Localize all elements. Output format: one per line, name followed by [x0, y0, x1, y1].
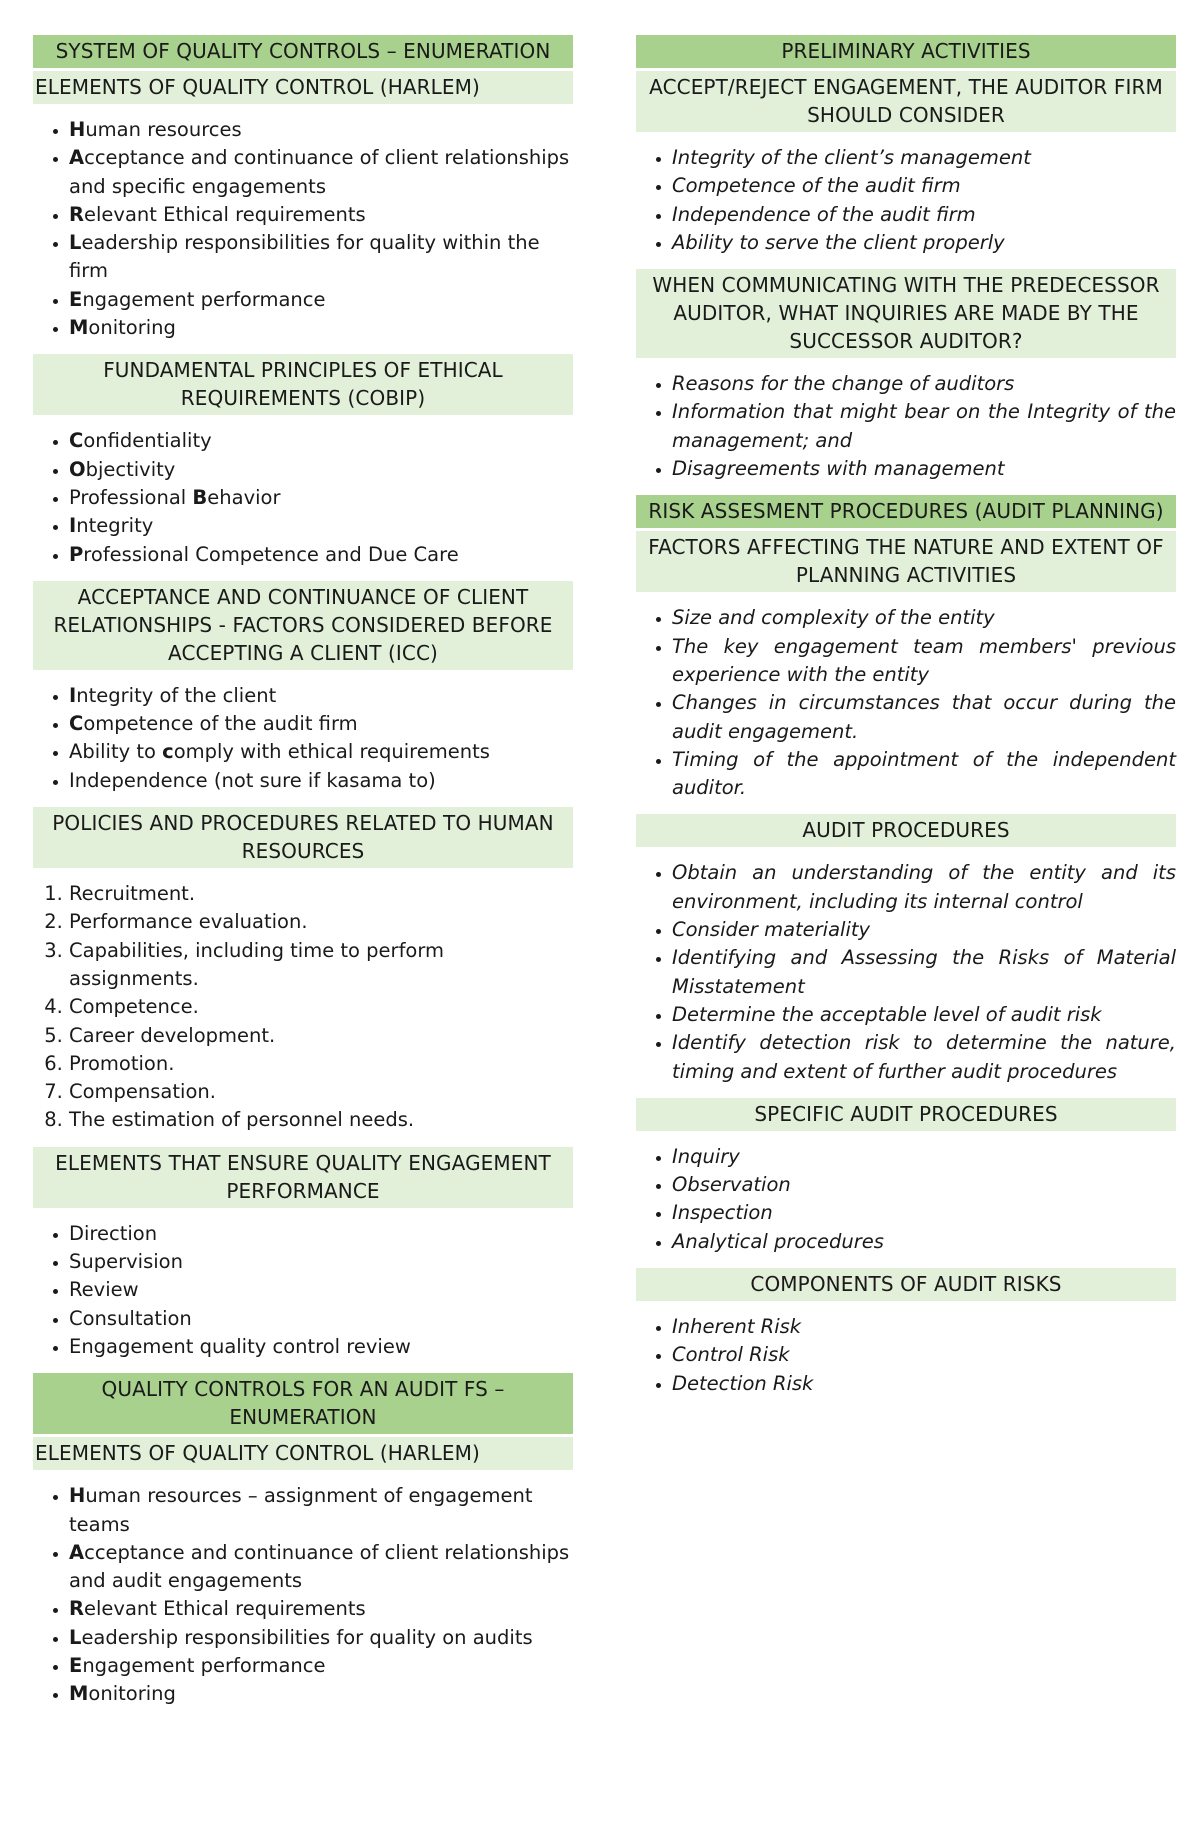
list-item: • Professional Competence and Due Care	[69, 541, 573, 569]
hr-policies-heading: POLICIES AND PROCEDURES RELATED TO HUMAN RESOURCES	[33, 807, 573, 868]
system-quality-controls-heading: SYSTEM OF QUALITY CONTROLS – ENUMERATION	[33, 35, 573, 68]
list-item: • Review	[69, 1276, 573, 1304]
audit-risk-components-heading: COMPONENTS OF AUDIT RISKS	[636, 1268, 1176, 1301]
list-item: 2. Performance evaluation.	[69, 908, 573, 936]
accept-reject-list	[636, 144, 1176, 257]
list-item: • Independence (not sure if kasama to)	[69, 767, 573, 795]
engagement-performance-heading: ELEMENTS THAT ENSURE QUALITY ENGAGEMENT PERFORMANCE	[33, 1147, 573, 1208]
list-item: 3. Capabilities, including time to perform assignments.	[69, 937, 573, 994]
predecessor-auditor-list	[636, 370, 1176, 483]
list-item: • Acceptance and continuance of client relationships and specific engagements	[69, 144, 573, 201]
list-item: • Information that might bear on the Integrity of the management; and	[672, 398, 1176, 455]
list-item: • Monitoring	[69, 314, 573, 342]
audit-fs-quality-controls-heading: QUALITY CONTROLS FOR AN AUDIT FS – ENUMERATION	[33, 1373, 573, 1434]
planning-factors-list	[636, 604, 1176, 802]
audit-procedures-heading: AUDIT PROCEDURES	[636, 814, 1176, 847]
list-item: • Objectivity	[69, 456, 573, 484]
list-item: • Inspection	[672, 1199, 1176, 1227]
harlem-audit-heading: ELEMENTS OF QUALITY CONTROL (HARLEM)	[33, 1437, 573, 1470]
harlem-list	[33, 116, 573, 342]
list-item: • Identifying and Assessing the Risks of Material Misstatement	[672, 944, 1176, 1001]
list-item: 4. Competence.	[69, 993, 573, 1021]
list-item: • Reasons for the change of auditors	[672, 370, 1176, 398]
harlem-audit-list	[33, 1482, 573, 1708]
audit-risk-components-list	[636, 1313, 1176, 1398]
list-item: • Obtain an understanding of the entity and its environment, including its internal control	[672, 859, 1176, 916]
list-item: • Leadership responsibilities for quality on audits	[69, 1624, 573, 1652]
preliminary-activities-heading: PRELIMINARY ACTIVITIES	[636, 35, 1176, 68]
list-item: • Consider materiality	[672, 916, 1176, 944]
list-item: 6. Promotion.	[69, 1050, 573, 1078]
list-item: • Inquiry	[672, 1143, 1176, 1171]
list-item: • Identify detection risk to determine the nature, timing and extent of further audit procedures	[672, 1029, 1176, 1086]
icc-heading: ACCEPTANCE AND CONTINUANCE OF CLIENT RELATIONSHIPS - FACTORS CONSIDERED BEFORE ACCEPTING A CLIENT (ICC)	[33, 581, 573, 670]
specific-audit-procedures-list	[636, 1143, 1176, 1256]
list-item: • Engagement performance	[69, 286, 573, 314]
icc-list	[33, 682, 573, 795]
list-item: • Integrity of the client	[69, 682, 573, 710]
list-item: • Disagreements with management	[672, 455, 1176, 483]
list-item: • Relevant Ethical requirements	[69, 201, 573, 229]
hr-policies-list	[33, 880, 573, 1135]
list-item: • Human resources – assignment of engagement teams	[69, 1482, 573, 1539]
list-item: • Analytical procedures	[672, 1228, 1176, 1256]
list-item: • Integrity of the client’s management	[672, 144, 1176, 172]
list-item: 5. Career development.	[69, 1022, 573, 1050]
list-item: 7. Compensation.	[69, 1078, 573, 1106]
engagement-performance-list	[33, 1220, 573, 1361]
list-item: • Engagement performance	[69, 1652, 573, 1680]
planning-factors-heading: FACTORS AFFECTING THE NATURE AND EXTENT OF PLANNING ACTIVITIES	[636, 531, 1176, 592]
list-item: • Leadership responsibilities for quality within the firm	[69, 229, 573, 286]
list-item: • Relevant Ethical requirements	[69, 1595, 573, 1623]
list-item: • Monitoring	[69, 1680, 573, 1708]
harlem-heading: ELEMENTS OF QUALITY CONTROL (HARLEM)	[33, 71, 573, 104]
list-item: • The key engagement team members' previous experience with the entity	[672, 633, 1176, 690]
right-column	[636, 35, 1176, 1410]
list-item: • Observation	[672, 1171, 1176, 1199]
list-item: • Changes in circumstances that occur during the audit engagement.	[672, 689, 1176, 746]
list-item: • Competence of the audit firm	[69, 710, 573, 738]
cobip-heading: FUNDAMENTAL PRINCIPLES OF ETHICAL REQUIREMENTS (COBIP)	[33, 354, 573, 415]
list-item: • Independence of the audit firm	[672, 201, 1176, 229]
accept-reject-heading: ACCEPT/REJECT ENGAGEMENT, THE AUDITOR FIRM SHOULD CONSIDER	[636, 71, 1176, 132]
list-item: • Inherent Risk	[672, 1313, 1176, 1341]
list-item: • Integrity	[69, 512, 573, 540]
risk-assessment-heading: RISK ASSESMENT PROCEDURES (AUDIT PLANNING)	[636, 495, 1176, 528]
list-item: • Ability to serve the client properly	[672, 229, 1176, 257]
list-item: • Size and complexity of the entity	[672, 604, 1176, 632]
list-item: • Control Risk	[672, 1341, 1176, 1369]
list-item: • Engagement quality control review	[69, 1333, 573, 1361]
left-column	[33, 35, 573, 1721]
list-item: • Timing of the appointment of the independent auditor.	[672, 746, 1176, 803]
list-item: • Acceptance and continuance of client relationships and audit engagements	[69, 1539, 573, 1596]
list-item: • Ability to comply with ethical requirements	[69, 738, 573, 766]
list-item: • Professional Behavior	[69, 484, 573, 512]
list-item: • Consultation	[69, 1305, 573, 1333]
list-item: 8. The estimation of personnel needs.	[69, 1106, 573, 1134]
list-item: • Supervision	[69, 1248, 573, 1276]
list-item: • Detection Risk	[672, 1370, 1176, 1398]
list-item: • Competence of the audit firm	[672, 172, 1176, 200]
list-item: • Direction	[69, 1220, 573, 1248]
list-item: • Determine the acceptable level of audit risk	[672, 1001, 1176, 1029]
predecessor-auditor-heading: WHEN COMMUNICATING WITH THE PREDECESSOR AUDITOR, WHAT INQUIRIES ARE MADE BY THE SUCCESSOR AUDITOR?	[636, 269, 1176, 358]
list-item: • Human resources	[69, 116, 573, 144]
cobip-list	[33, 427, 573, 568]
audit-procedures-list	[636, 859, 1176, 1085]
list-item: 1. Recruitment.	[69, 880, 573, 908]
specific-audit-procedures-heading: SPECIFIC AUDIT PROCEDURES	[636, 1098, 1176, 1131]
list-item: • Confidentiality	[69, 427, 573, 455]
